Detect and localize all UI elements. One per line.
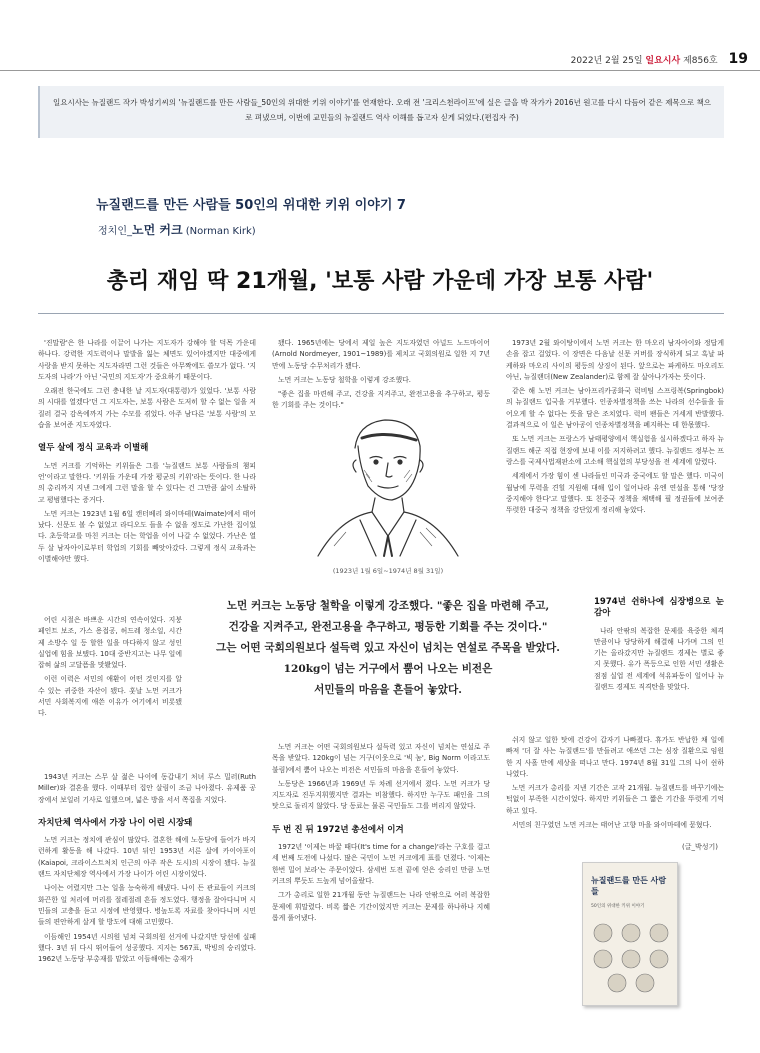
book-title: 뉴질랜드를 만든 사람들 [591, 876, 667, 896]
headline-rule [38, 313, 724, 314]
paragraph: 됐다. 1965년에는 당에서 제일 높은 지도자였던 아널드 노드마이어(Arnold Nordmeyer, 1901~1989)를 제치고 국회의원로 일한 지 7년 만에 노동당 수무처리가 됐다. [272, 339, 490, 370]
byline-name: 노먼 커크 [131, 223, 183, 237]
book-cover-image [582, 862, 678, 1006]
column-3 [506, 338, 724, 519]
paragraph: '진말람'은 한 나라를 이끌어 나가는 지도자가 강해야 할 덕목 가운데 하나다. 강력한 지도력이나 말발을 잃는 체면도 있어야겠지만 대중에게 사랑을 받지 못하는 지도자라면 그런 것들은 아무짝에도 쓸모가 없다. '지도자의 나라'가 아닌 '국민의 지도자'가 중요하기 때문이다. [38, 339, 256, 381]
editor-note: 일요시사는 뉴질랜드 작가 박성기씨의 '뉴질랜드를 만든 사람들_50인의 위대한 키위 이야기'를 연재한다. 오래 전 '크리스천라이프'에 실은 글을 박 작가가 2016년 원고를 다시 다듬어 같은 제목으로 책으로 펴냈으며, 이번에 교민들의 뉴질랜드 역사 이해를 돕고자 싣게 되었다.(편집자 주) [52, 98, 712, 122]
page-header [571, 51, 748, 67]
pull-quote-line: 서민들의 마음을 흔들어 놓았다. [314, 684, 462, 696]
column-3-narrow [594, 597, 724, 696]
portrait-caption: (1923년 1월 6일~1974년 8월 31일) [332, 567, 444, 575]
pull-quote-line: 그는 어떤 국회의원보다 설득력 있고 자신이 넘치는 연설로 주목을 받았다. [216, 642, 560, 654]
paragraph: "좋은 집을 마련해 주고, 건강을 지켜주고, 완전고용을 추구하고, 평등한 기회를 주는 것이다." [272, 390, 490, 410]
page-number: 19 [728, 51, 748, 67]
byline-english: (Norman Kirk) [185, 226, 256, 237]
paragraph: 세계에서 가장 힘이 센 나라들인 미국과 중국에도 할 말은 했다. 미국이 월남에 무력을 견힐 지원해 대해 입이 일어나라 유엔 연설을 통해 '당장 중지해야 한다'고 말했다. 또 친중국 정책을 채택해 필 정권들에 보여준 뚜렷한 대중국 정책을 강단있게 정리해 놓았다. [506, 472, 724, 515]
paragraph: 1972년 '이제는 바꿀 때다(It's time for a change)'라는 구호를 걸고 세 번째 도전에 나섰다. 많은 국민이 노먼 커크에게 표를 던졌다. '이제는 한번 밀어 보라'는 주문이었다. 삼세번 도전 끝에 얻은 승리인 만큼 노먼 커크의 뿌듯도 드높게 넘어올랐다. [272, 843, 490, 885]
section-heading: 자치단체 역사에서 가장 나이 어린 시장돼 [38, 817, 193, 828]
author-credit: (글_박성기) [682, 843, 719, 851]
byline [98, 221, 256, 238]
paragraph: 나라 안팎의 복잡한 문제를 육중한 체격만큼이나 당당하게 해결해 나가며 그의 인기는 올라갔지만 뉴질랜드 경제는 별로 좋지 못했다. 유가 폭등으로 인한 서민 생활은 점점 실업 전 세계에 석유파동이 일어나 뉴질랜드 경제도 직격탄을 맞았다. [594, 626, 724, 692]
paragraph: 서민의 친구였던 노먼 커크는 태어난 고향 마을 와이마테에 묻혔다. [512, 821, 712, 830]
paragraph: 노먼 커크는 1923년 1월 6일 캔터베리 와이마테(Waimate)에서 태어났다. 신문도 볼 수 없었고 라디오도 들을 수 없을 정도로 가난한 집이었다. 초등학교를 마친 커크는 더는 학업을 이어 나갈 수 없었다. 가난은 열두 살 남자아이로부터 학업의 기회를 빼앗아갔다. 그렇게 정식 교육과는 이별해야만 했다. [38, 509, 256, 564]
paragraph: 이런 이력은 서민의 애환이 어떤 것인지를 알 수 있는 귀중한 자산이 됐다. 훗날 노먼 커크가 서민 사회복지에 애쓴 이유가 여기에서 비롯됐다. [38, 675, 182, 718]
paragraph: 그가 총리로 일한 21개월 동안 뉴질랜드는 나라 안팎으로 여러 복잡한 문제에 휘말렸다. 비록 짧은 기간이었지만 커크는 문제를 하나하나 지혜롭게 풀어냈다. [272, 891, 490, 922]
paragraph: 또 노먼 커크는 프랑스가 남태평양에서 핵실험을 실시하겠다고 하자 뉴질랜드 해군 직접 현장에 보내 이를 저지하려고 했다. 뉴질랜드 정부는 프랑스를 국제사법재판소에 고소해 핵실험의 부당성을 전 세계에 알렸다. [506, 435, 724, 466]
paragraph: 노먼 커크는 노동당 철학을 이렇게 강조했다. [278, 375, 411, 384]
pull-quote-line: 건강을 지켜주고, 완전고용을 추구하고, 평등한 기회를 주는 것이다." [228, 621, 548, 633]
section-heading: 열두 살에 정식 교육과 이별해 [38, 443, 149, 454]
pull-quote-line: 노먼 커크는 노동당 철학을 이렇게 강조했다. "좋은 집을 마련해 주고, [226, 600, 550, 612]
column-2-lower [272, 742, 490, 927]
section-heading: 두 번 진 뒤 1972년 총선에서 이겨 [272, 824, 404, 835]
paragraph: 노먼 커크가 총리를 지낸 기간은 고작 21개월. 뉴질랜드를 바꾸기에는 턱없이 부족한 시간이었다. 하지만 키위들은 그 짧은 기간을 뚜렷게 기억하고 있다. [506, 784, 724, 815]
issue-date: 2022년 2월 25일 [570, 56, 643, 66]
column-3-lower [506, 735, 724, 834]
portrait-illustration [300, 408, 470, 558]
editor-note-box [38, 86, 724, 138]
paragraph: 노먼 커크는 어떤 국회의원보다 설득력 있고 자신이 넘치는 연설로 주목을 받았다. 120kg이 넘는 거구(이웃으로 '빅 놈', Big Norm 이라고도 불림)에서 뿜어 나오는 비전은 서민들의 마음을 흔들어 놓았다. [272, 743, 490, 774]
paragraph: 이듬해인 1954년 시의원 넘쳐 국회의원 선거에 나갔지만 당선에 실패했다. 3년 뒤 다시 뛰어들어 성공했다. 지지는 567표, 박빙의 승리였다. 1962년 노동당 부총재를 맡았고 이듬해에는 총재가 [38, 932, 256, 964]
paragraph: 노먼 커크는 정치에 관심이 많았다. 결혼한 해에 노동당에 들어가 바지런하게 활동을 해 나갔다. 10년 뒤인 1953년 서른 살에 카이아포이(Kaiapoi, 크라이스트처치 인근의 아주 작은 도시)의 시장이 됐다. 뉴질랜드 자치단체장 역사에서 가장 나이가 어린 시장이었다. [38, 836, 256, 879]
column-1-narrow [38, 615, 182, 723]
byline-prefix: 정치인_ [98, 226, 132, 237]
paragraph: 노동당은 1966년과 1969년 두 차례 선거에서 졌다. 노먼 커크가 당 지도자로 진두지휘했지만 결과는 비참했다. 하지만 누구도 패인을 그의 탓으로 돌리지 않았다. 당 동료는 물론 국민들도 그를 버리지 않았다. [272, 779, 490, 811]
pull-quote-line: 120kg이 넘는 거구에서 뿜어 나오는 비전은 [283, 663, 493, 675]
issue-number: 제856호 [683, 56, 718, 66]
column-2 [272, 338, 490, 415]
column-1-lower [38, 772, 256, 968]
paragraph: 1973년 2월 와이탕이에서 노먼 커크는 한 마오리 남자아이와 정답게 손을 잡고 걸었다. 이 장면은 다음날 신문 커버를 장식하게 되고 흑날 파케하와 마오리 사이의 평등의 상징이 된다. 앞으로는 파케하도 마오리도 아닌, 뉴질랜더(New Zealander)로 함께 잘 살아나가자는 뜻이다. [506, 339, 724, 381]
paragraph: 나이는 어렸지만 그는 일을 능숙하게 해냈다. 나이 든 관료들이 커크의 화끈한 일 처리에 머리를 절레절레 흔들 정도였다. 행정을 잘아다니며 시민들의 고충을 듣고 시정에 반영했다. 병높도록 자료를 찾아다니며 시민들의 편안하게 살게 할 방도에 대해 고민했다. [38, 884, 256, 927]
column-1 [38, 338, 256, 568]
book-portraits-illustration [589, 919, 673, 995]
header-rule [0, 70, 760, 71]
pull-quote [192, 596, 584, 701]
paragraph: 어린 시절은 바쁘운 시간의 연속이었다. 지붕 페인트 보조, 가스 용접공, 허드레 청소일, 시간제 소방수 일 등 할한 일을 마다하지 않고 성인 실업에 힘을 보탰다. 10대 중반지고는 나무 일에 잡혀 삶의 고달픔을 맛봤었다. [38, 616, 182, 670]
paragraph: 노먼 커크를 기억하는 키위들은 그를 '뉴질랜드 보통 사람들의 챔피언'이라고 말한다. '키위들 가운데 가장 평균의 키위'라는 뜻이다. 한 나라의 총리까지 지낸 그에게 그런 말을 할 수 있다는 건 그만큼 삶이 소탈하고 평범했다는 증거다. [38, 461, 256, 504]
book-subtitle: 50인의 위대한 키위 이야기 [591, 904, 645, 909]
paragraph: 오래전 한국에도 그런 충내한 날 지도자(대통령)가 있었다. '보통 사람의 시대를 열겠다'던 그 지도자는, 보통 사람은 도저히 할 수 없는 일을 저질러 결국 감옥에까지 가는 수모를 겪었다. 아주 남다른 '보통 사람'의 모습을 보여준 지도자였다. [38, 387, 256, 430]
section-heading: 1974년 쉰하나에 심장병으로 눈감아 [594, 597, 724, 619]
headline: 총리 재임 딱 21개월, '보통 사람 가운데 가장 보통 사람' [106, 269, 654, 294]
paragraph: 쉬지 않고 일한 탓에 건강이 갑자기 나빠졌다. 휴가도 반납한 채 일에 빠져 '더 잘 사는 뉴질랜드'를 만들려고 애쓰던 그는 심장 질환으로 임원 한 지 사흘 만에 세상을 떠나고 만다. 1974년 8월 31일 그의 나이 쉰하나였다. [506, 736, 724, 778]
series-title: 뉴질랜드를 만든 사람들 50인의 위대한 키위 이야기 7 [96, 198, 406, 213]
paragraph: 1943년 커크는 스무 살 젊은 나이에 동갑내기 처녀 루스 밀러(Ruth Miller)와 결혼을 했다. 이때부터 집안 살림이 조금 나아졌다. 유제품 공장에서 보일러 기사로 일했으며, 넓은 방을 서서 쪽집을 지었다. [38, 773, 256, 804]
paragraph: 같은 해 노먼 커크는 남아프리카공화국 럭비팀 스프링복(Springbok)의 뉴질랜드 입국을 거부했다. 인종차별정책을 쓰는 나라의 선수들을 들어오게 할 수 없다는 뜻을 담은 조치였다. 럭비 팬들은 거세게 반발했다. 결과적으로 이 일은 남아공이 인종차별정책을 폐지하는 데 한몫했다. [506, 387, 724, 430]
brand-name: 일요시사 [645, 56, 681, 66]
